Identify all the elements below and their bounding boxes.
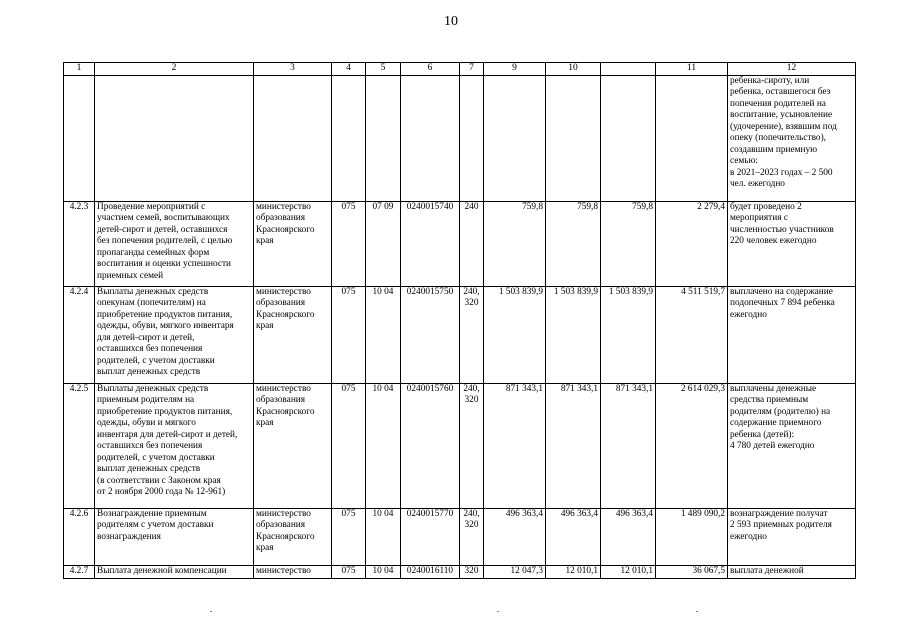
cell-rzpr: 10 04	[366, 383, 401, 508]
cell-rzpr: 10 04	[366, 508, 401, 565]
cell-name: Выплата денежной компенсации	[95, 565, 254, 578]
table-row	[64, 201, 856, 286]
scan-speck	[210, 611, 212, 612]
cell-rzpr: 10 04	[366, 286, 401, 383]
cell-executor: министерство образования Красноярского края	[254, 286, 332, 383]
header-cell-grbs: 4	[332, 63, 366, 76]
cell-y2021: 496 363,4	[484, 508, 546, 565]
cell-total: 4 511 519,7	[656, 286, 728, 383]
cell-rzpr: 07 09	[366, 201, 401, 286]
cell-num: 4.2.4	[64, 286, 95, 383]
cell-y2023: 759,8	[601, 201, 656, 286]
cell-executor: министерство образования Красноярского края	[254, 383, 332, 508]
header-cell-y2021: 9	[484, 63, 546, 76]
cell-y2023: 496 363,4	[601, 508, 656, 565]
cell-grbs: 075	[332, 565, 366, 578]
header-cell-name: 2	[95, 63, 254, 76]
cell-name	[95, 75, 254, 201]
cell-vr: 240, 320	[460, 383, 484, 508]
cell-rzpr: 10 04	[366, 565, 401, 578]
cell-grbs: 075	[332, 201, 366, 286]
cell-result: выплата денежной	[728, 565, 856, 578]
cell-y2022	[546, 75, 601, 201]
header-cell-y2022: 10	[546, 63, 601, 76]
cell-num: 4.2.7	[64, 565, 95, 578]
cell-result: выплачены денежные средства приемным родителям (родителю) на содержание приемного ребенка (детей): 4 780 детей ежегодно	[728, 383, 856, 508]
header-row	[64, 63, 856, 76]
cell-y2021: 12 047,3	[484, 565, 546, 578]
header-cell-result: 12	[728, 63, 856, 76]
cell-total: 2 614 029,3	[656, 383, 728, 508]
budget-table	[63, 62, 856, 579]
cell-name: Выплаты денежных средств опекунам (попечителям) на приобретение продуктов питания, одежды, обуви, мягкого инвентаря для детей-сирот и детей, оставшихся без попечения родителей, с учетом доставки выплат денежных средств	[95, 286, 254, 383]
cell-csr: 0240016110	[401, 565, 460, 578]
cell-executor: министерство	[254, 565, 332, 578]
cell-vr: 240, 320	[460, 286, 484, 383]
cell-y2023: 12 010,1	[601, 565, 656, 578]
header-cell-rzpr: 5	[366, 63, 401, 76]
cell-result: ребенка-сироту, или ребенка, оставшегося без попечения родителей на воспитание, усыновление (удочерение), взявшим под опеку (попечительство), создавшим приемную семью: в 2021–2023 годах – 2 500 чел. ежегодно	[728, 75, 856, 201]
cell-num	[64, 75, 95, 201]
cell-total: 2 279,4	[656, 201, 728, 286]
cell-y2022: 759,8	[546, 201, 601, 286]
cell-y2023: 871 343,1	[601, 383, 656, 508]
cell-num: 4.2.6	[64, 508, 95, 565]
scan-speck	[497, 611, 499, 612]
header-cell-y2023	[601, 63, 656, 76]
cell-y2021: 759,8	[484, 201, 546, 286]
table-row	[64, 508, 856, 565]
header-cell-total: 11	[656, 63, 728, 76]
cell-grbs: 075	[332, 508, 366, 565]
cell-total: 36 067,5	[656, 565, 728, 578]
cell-result: вознаграждение получат 2 593 приемных родителя ежегодно	[728, 508, 856, 565]
cell-total: 1 489 090,2	[656, 508, 728, 565]
cell-y2021	[484, 75, 546, 201]
cell-executor: министерство образования Красноярского края	[254, 508, 332, 565]
cell-rzpr	[366, 75, 401, 201]
cell-name: Вознаграждение приемным родителям с учетом доставки вознаграждения	[95, 508, 254, 565]
cell-y2023	[601, 75, 656, 201]
header-cell-executor: 3	[254, 63, 332, 76]
header-cell-num: 1	[64, 63, 95, 76]
cell-grbs: 075	[332, 286, 366, 383]
cell-vr: 240, 320	[460, 508, 484, 565]
cell-csr: 0240015760	[401, 383, 460, 508]
cell-result: будет проведено 2 мероприятия с численностью участников 220 человек ежегодно	[728, 201, 856, 286]
cell-name: Выплаты денежных средств приемным родителям на приобретение продуктов питания, одежды, обуви и мягкого инвентаря для детей-сирот и детей, оставшихся без попечения родителей, с учетом доставки выплат денежных средств (в соответствии с Законом края от 2 ноября 2000 года № 12-961)	[95, 383, 254, 508]
header-cell-csr: 6	[401, 63, 460, 76]
cell-total	[656, 75, 728, 201]
page-number: 10	[444, 14, 458, 29]
cell-y2021: 1 503 839,9	[484, 286, 546, 383]
cell-grbs	[332, 75, 366, 201]
cell-y2022: 1 503 839,9	[546, 286, 601, 383]
cell-num: 4.2.3	[64, 201, 95, 286]
cell-csr: 0240015770	[401, 508, 460, 565]
cell-vr: 320	[460, 565, 484, 578]
cell-csr: 0240015750	[401, 286, 460, 383]
table-row	[64, 383, 856, 508]
cell-csr: 0240015740	[401, 201, 460, 286]
cell-y2022: 871 343,1	[546, 383, 601, 508]
cell-y2022: 496 363,4	[546, 508, 601, 565]
table-row	[64, 286, 856, 383]
cell-executor: министерство образования Красноярского края	[254, 201, 332, 286]
cell-vr	[460, 75, 484, 201]
table-row	[64, 565, 856, 578]
cell-y2023: 1 503 839,9	[601, 286, 656, 383]
cell-name: Проведение мероприятий с участием семей, воспитывающих детей-сирот и детей, оставшихся без попечения родителей, с целью пропаганды семейных форм воспитания и оценки успешности приемных семей	[95, 201, 254, 286]
cell-grbs: 075	[332, 383, 366, 508]
cell-result: выплачено на содержание подопечных 7 894 ребенка ежегодно	[728, 286, 856, 383]
scan-speck	[696, 611, 698, 612]
cell-y2022: 12 010,1	[546, 565, 601, 578]
cell-executor	[254, 75, 332, 201]
table-row	[64, 75, 856, 201]
cell-y2021: 871 343,1	[484, 383, 546, 508]
cell-num: 4.2.5	[64, 383, 95, 508]
cell-vr: 240	[460, 201, 484, 286]
header-cell-vr: 7	[460, 63, 484, 76]
cell-csr	[401, 75, 460, 201]
